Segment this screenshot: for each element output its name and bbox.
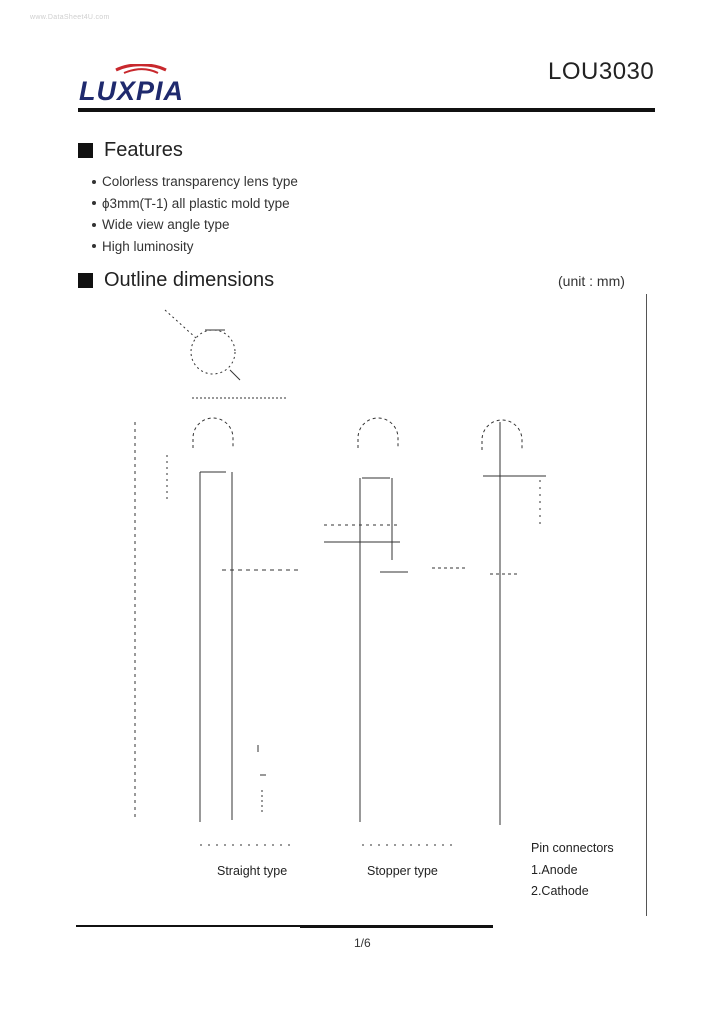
watermark-text: www.DataSheet4U.com <box>30 14 110 21</box>
svg-text:LUXPIA: LUXPIA <box>79 76 185 104</box>
stopper-led-lens <box>358 418 398 448</box>
feature-text: Wide view angle type <box>102 217 230 233</box>
pin-connectors <box>531 838 614 903</box>
pin-connectors-title: Pin connectors <box>531 841 614 855</box>
caption-stopper-type: Stopper type <box>367 864 438 878</box>
features-heading-text: Features <box>104 139 183 161</box>
outline-heading-text: Outline dimensions <box>104 269 275 291</box>
pin-cathode: 2.Cathode <box>531 884 589 898</box>
unit-label: (unit : mm) <box>558 273 625 289</box>
feature-text: ϕ3mm(T-1) all plastic mold type <box>102 195 290 211</box>
caption-straight-type: Straight type <box>217 864 288 878</box>
straight-led-lens <box>193 418 233 448</box>
top-view-lens <box>191 330 235 374</box>
side-led-lens <box>482 420 522 450</box>
feature-text: Colorless transparency lens type <box>102 174 298 190</box>
feature-text: High luminosity <box>102 238 194 254</box>
pin-anode: 1.Anode <box>531 862 578 877</box>
footer-rule-thin <box>300 927 493 928</box>
page-number: 1/6 <box>354 936 371 950</box>
part-number: LOU3030 <box>548 58 655 85</box>
